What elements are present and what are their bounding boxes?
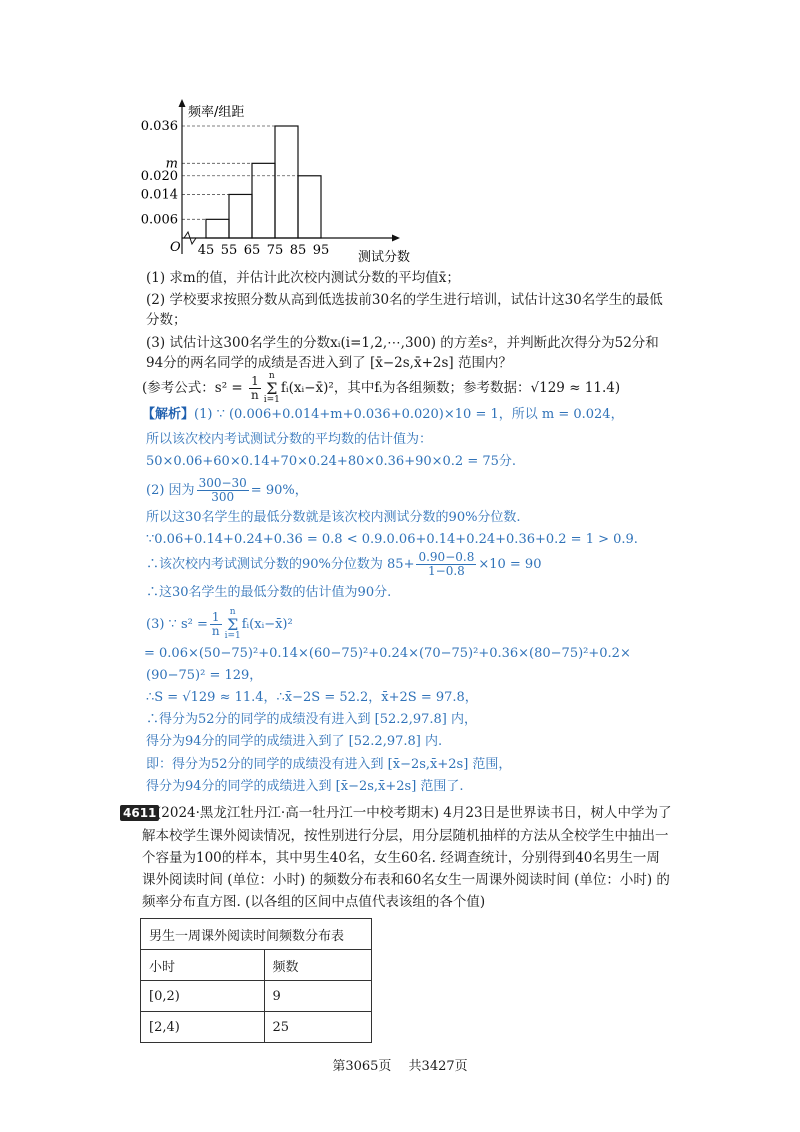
y-tick-label: 0.014 (140, 187, 178, 203)
question-1: (1) 求m的值，并估计此次校内测试分数的平均值x̄； (146, 270, 460, 286)
problem-line-1: (2024·黑龙江牡丹江·高一牡丹江一中校考期末) 4月23日是世界读书日，树人中学为了 (156, 805, 672, 821)
solution-fraction-3: $\frac{1}{n}$ (211, 610, 220, 638)
problem-line-3: 个容量为100的样本，其中男生40名，女生60名. 经调查统计，分别得到40名男生一周 (142, 850, 660, 866)
solution-line-3: 50×0.06+60×0.14+70×0.24+80×0.36+90×0.2 = 75分. (146, 454, 517, 469)
problem-line-2: 解本校学生课外阅读情况，按性别进行分层，用分层随机抽样的方法从全校学生中抽出一 (142, 828, 669, 844)
reference-fraction: $\frac{1}{n}$ (251, 374, 259, 402)
frequency-histogram (140, 96, 420, 268)
problem-line-5: 频率分布直方图. (以各组的区间中点值代表该组的各个值) (142, 894, 486, 910)
page-footer: 第3065页 共3427页 (332, 1059, 468, 1074)
table-header-frequency: 频数 (264, 950, 371, 981)
table-cell: 9 (264, 981, 371, 1012)
solution-line-13: ∴得分为52分的同学的成绩没有进入到 [52.2,97.8] 内， (146, 712, 477, 727)
solution-line-11: (90−75)² = 129， (146, 668, 263, 683)
question-2-line-1: (2) 学校要求按照分数从高到低选拔前30名的学生进行培训，试估计这30名学生的最低 (146, 292, 663, 308)
x-tick-label: 95 (312, 243, 330, 258)
y-tick-label: m (165, 156, 178, 172)
y-axis-label: 频率/组距 (188, 105, 245, 120)
y-axis-arrow (179, 99, 186, 107)
x-tick-label: 85 (289, 243, 307, 258)
table-cell: [0,2) (141, 981, 265, 1012)
x-axis-arrow (392, 235, 400, 242)
histogram-bar (298, 176, 321, 238)
reference-sum-symbol: n Σ i=1 (263, 371, 280, 405)
x-tick-labels (198, 243, 330, 258)
solution-line-5: 所以这30名学生的最低分数就是该次校内测试分数的90%分位数. (146, 510, 521, 525)
question-3-line-2: 94分的两名同学的成绩是否进入到了 [x̄−2s,x̄+2s] 范围内？ (146, 355, 512, 371)
question-3-line-1: (3) 试估计这300名学生的分数xᵢ(i=1,2,⋯,300) 的方差s²，并判断此次得分为52分和 (146, 335, 659, 351)
problem-line-4: 课外阅读时间 (单位：小时) 的频数分布表和60名女生一周课外阅读时间 (单位：小时) 的 (142, 872, 670, 888)
table-caption-row (141, 919, 372, 950)
x-axis-label: 测试分数 (358, 250, 411, 265)
origin-label: O (170, 240, 181, 255)
solution-fraction-2: $\frac{0.90-0.8}{1-0.8}$ (418, 550, 475, 578)
y-tick-label: 0.036 (140, 119, 178, 134)
histogram-guides (182, 126, 298, 219)
y-tick-label: 0.020 (140, 168, 178, 184)
reference-term: fᵢ(xᵢ−x̄)²，其中fᵢ为各组频数；参考数据：√129 ≈ 11.4) (280, 380, 621, 396)
table-header-row (141, 950, 372, 981)
solution-line-4: (2) 因为 $\frac{300-30}{300}$ = 90%， (146, 476, 308, 504)
table-caption: 男生一周课外阅读时间频数分布表 (141, 919, 372, 950)
table-cell: 25 (264, 1012, 371, 1043)
histogram-bar (206, 219, 229, 238)
solution-line-14: 得分为94分的同学的成绩进入到了 [52.2,97.8] 内. (146, 734, 443, 749)
solution-line-6: ∵0.06+0.14+0.24+0.36 = 0.8 < 0.9.0.06+0.14+0.24+0.36+0.2 = 1 > 0.9. (146, 532, 638, 547)
x-tick-label: 65 (243, 243, 261, 258)
histogram-bars (206, 126, 321, 238)
x-tick-label: 55 (220, 243, 238, 258)
histogram-bar (275, 126, 298, 238)
solution-line-8: ∴这30名学生的最低分数的估计值为90分. (146, 585, 392, 600)
reference-prefix: (参考公式：s² = (142, 380, 243, 396)
solution-line-9: (3) ∵ s² = $\frac{1}{n}$ n Σ i=1 fᵢ(xᵢ−x̄)² (146, 607, 293, 641)
table-cell: [2,4) (141, 1012, 265, 1043)
question-2-line-2: 分数； (146, 312, 187, 328)
solution-line-1: 【解析】(1) ∵ (0.006+0.014+m+0.036+0.020)×10 = 1，所以 m = 0.024， (142, 407, 624, 422)
solution-tag: 【解析】 (142, 407, 195, 422)
solution-line-15: 即：得分为52分的同学的成绩没有进入到 [x̄−2s,x̄+2s] 范围， (146, 757, 512, 772)
solution-line-16: 得分为94分的同学的成绩进入到 [x̄−2s,x̄+2s] 范围了. (146, 779, 464, 794)
table-row (141, 981, 372, 1012)
x-tick-label: 75 (266, 243, 284, 258)
solution-line-10: = 0.06×(50−75)²+0.14×(60−75)²+0.24×(70−75)²+0.36×(80−75)²+0.2× (144, 646, 631, 661)
solution-sum-symbol: n Σ i=1 (224, 607, 241, 641)
table-row (141, 1012, 372, 1043)
problem-number-badge: 4611 (120, 805, 159, 821)
histogram-bar (229, 194, 252, 238)
x-tick-label: 45 (197, 243, 215, 258)
solution-line-12: ∴S = √129 ≈ 11.4，∴x̄−2S = 52.2，x̄+2S = 97.8， (146, 690, 478, 705)
table-header-hours: 小时 (141, 950, 265, 981)
histogram-bar (252, 163, 275, 238)
solution-fraction-1: $\frac{300-30}{300}$ (198, 476, 247, 504)
solution-line-7: ∴该次校内考试测试分数的90%分位数为 85+ $\frac{0.90-0.8}{1-0.8}$ ×10 = 90 (146, 550, 542, 578)
y-tick-labels (141, 119, 178, 227)
reference-formula (142, 372, 702, 405)
solution-line-2: 所以该次校内考试测试分数的平均数的估计值为： (146, 432, 433, 447)
y-tick-label: 0.006 (140, 212, 178, 228)
frequency-table (140, 918, 372, 1043)
